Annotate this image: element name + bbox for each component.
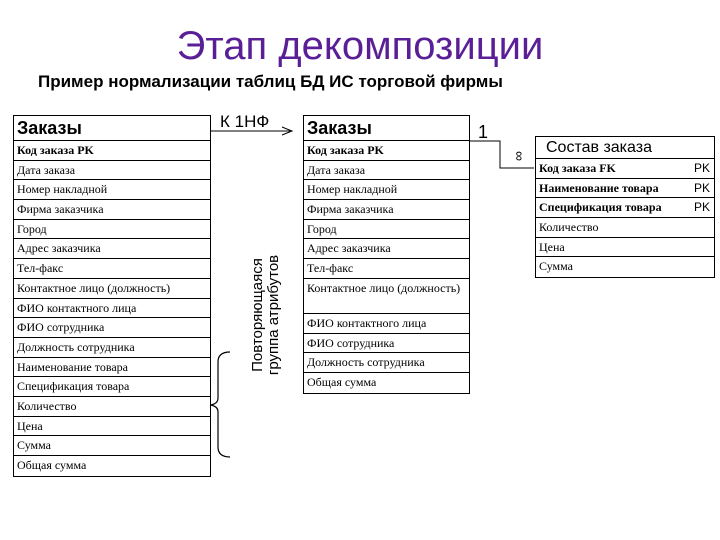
key-badge: PK <box>693 200 710 215</box>
table-row: Должность сотрудника <box>14 338 210 358</box>
table-row: Общая сумма <box>17 458 87 472</box>
relationship-many-label: ∞ <box>509 151 526 161</box>
table-row: Код заказа PK <box>304 141 469 161</box>
key-badge: PK <box>693 180 710 195</box>
orders-table-title: Заказы <box>304 116 469 141</box>
orders-table <box>303 115 470 394</box>
field-name: Цена <box>539 239 565 254</box>
table-row: Фирма заказчика <box>304 200 469 220</box>
page-subtitle: Пример нормализации таблиц БД ИС торговой фирмы <box>38 72 503 91</box>
order-items-table <box>535 136 715 278</box>
field-name: Количество <box>539 220 599 235</box>
table-row <box>536 257 714 277</box>
table-row: Спецификация товара <box>14 377 210 397</box>
repeating-group-brace <box>210 352 230 457</box>
relationship-one-label: 1 <box>478 122 489 142</box>
table-row: Номер накладной <box>14 180 210 200</box>
field-name: Спецификация товара <box>539 200 662 215</box>
table-row: Должность сотрудника <box>304 353 469 373</box>
table-row: Тел-факс <box>14 259 210 279</box>
table-row: Тел-факс <box>304 259 469 279</box>
table-row: Город <box>304 220 469 240</box>
table-row <box>536 179 714 199</box>
table-row: Фирма заказчика <box>14 200 210 220</box>
table-row <box>536 198 714 218</box>
table-row: ФИО контактного лица <box>14 299 210 319</box>
table-row: Контактное лицо (должность) <box>14 279 210 299</box>
table-row: Наименование товара <box>14 358 210 378</box>
table-row: ФИО сотрудника <box>304 334 469 354</box>
table-row: Дата заказа <box>304 161 469 181</box>
table-row: Код заказа PK <box>14 141 210 161</box>
table-row: Контактное лицо (должность) <box>304 279 469 314</box>
table-row: Сумма <box>14 436 210 456</box>
table-row: Количество <box>14 397 210 417</box>
table-row: Город <box>14 220 210 240</box>
table-row: ФИО контактного лица <box>304 314 469 334</box>
repeating-group-label: Повторяющаяся группа атрибутов <box>249 254 282 376</box>
transition-label: К 1НФ <box>220 112 270 131</box>
table-row: Адрес заказчика <box>304 239 469 259</box>
key-badge: PK <box>693 161 710 175</box>
table-row: Номер накладной <box>304 180 469 200</box>
table-row: ФИО сотрудника <box>14 318 210 338</box>
table-row: Общая сумма <box>307 374 377 389</box>
field-name: Код заказа FK <box>539 161 616 175</box>
field-name: Наименование товара <box>539 180 659 195</box>
source-table-title: Заказы <box>14 116 210 141</box>
table-row <box>536 238 714 258</box>
table-row: Адрес заказчика <box>14 239 210 259</box>
order-items-table-title: Состав заказа <box>536 137 714 159</box>
page-title: Этап декомпозиции <box>176 24 544 68</box>
source-table <box>13 115 211 477</box>
table-row: Дата заказа <box>14 161 210 181</box>
table-row <box>536 159 714 179</box>
table-row <box>536 218 714 238</box>
field-name: Сумма <box>539 259 573 274</box>
table-row: Цена <box>14 417 210 437</box>
